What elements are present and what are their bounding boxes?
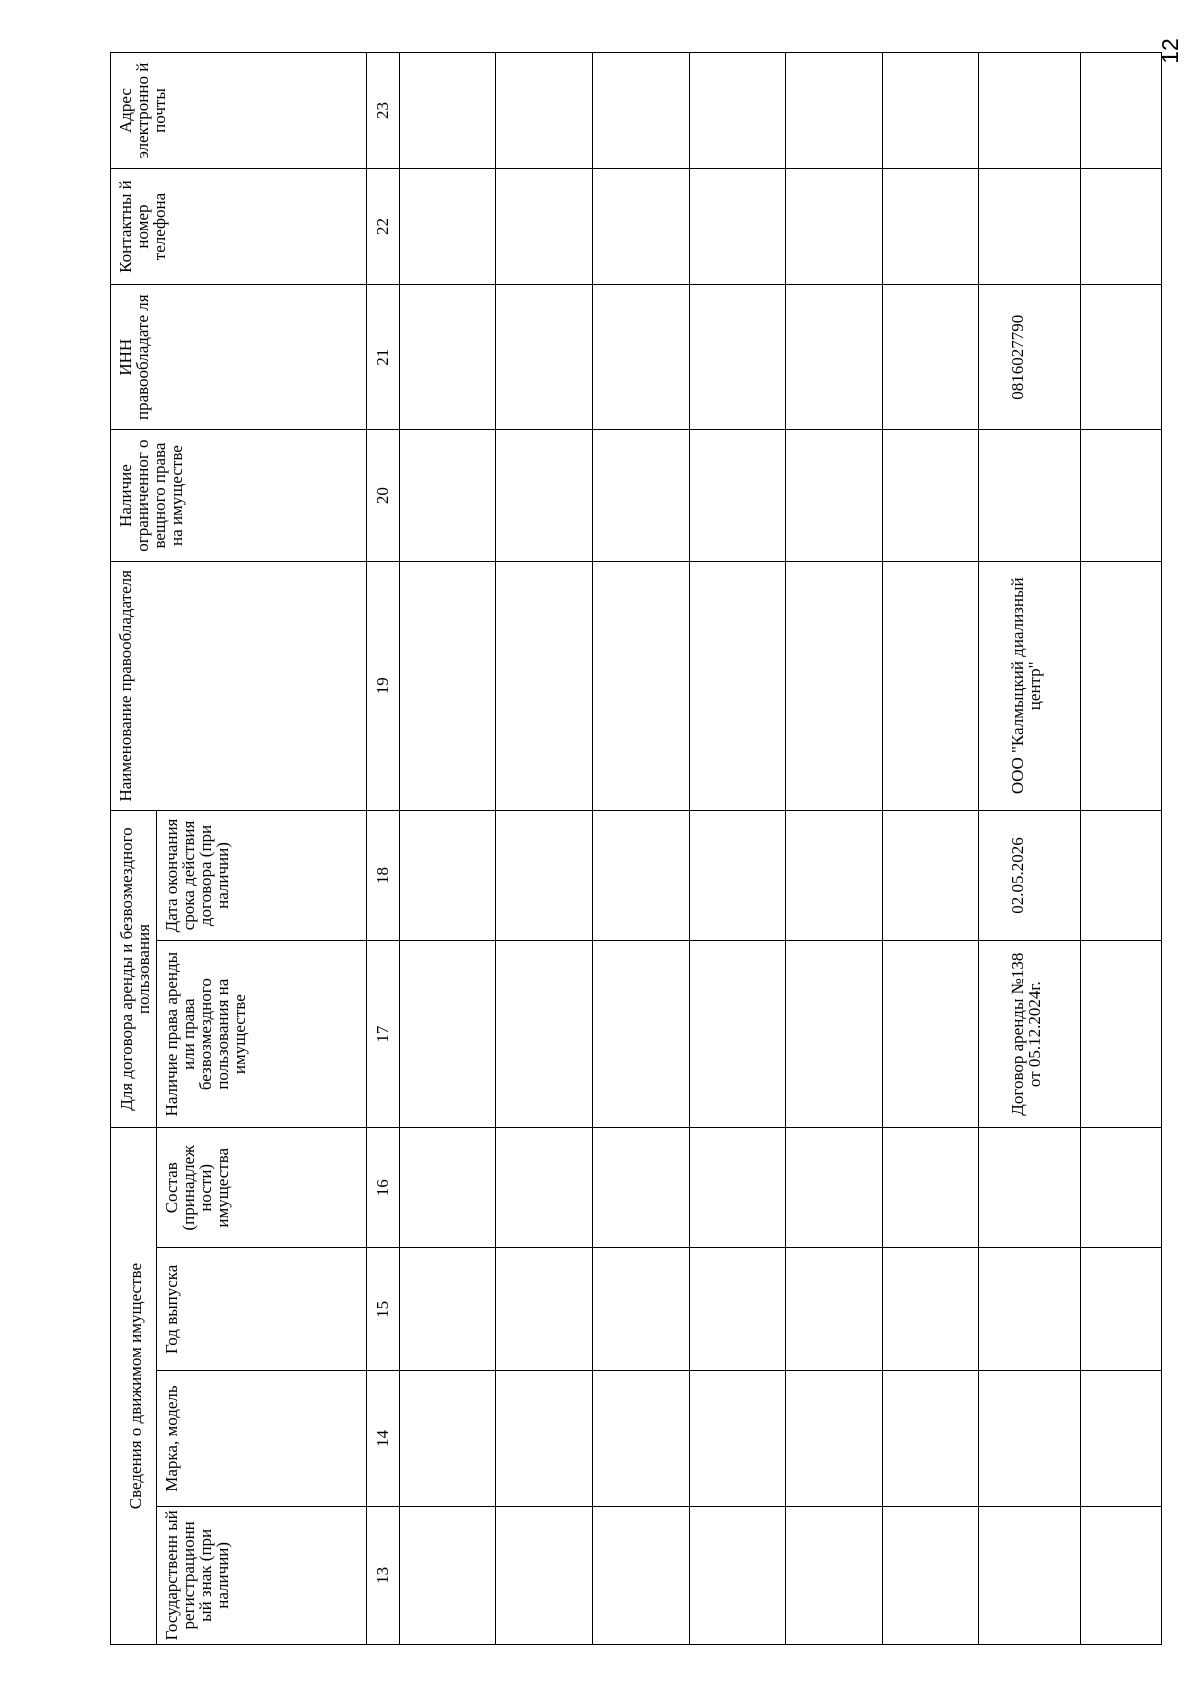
table-cell-col-21 [786,285,883,430]
table-cell-col-22 [399,169,496,285]
table-cell-col-14 [882,1371,979,1506]
table-cell-col-18 [1081,810,1162,940]
column-number-22: 22 [366,169,399,285]
table-row [496,53,593,1645]
header-col-18: Дата окончания срока действия договора (при наличии) [156,810,366,940]
table-cell-col-20 [979,430,1081,561]
table-cell-col-16 [689,1128,786,1248]
table-cell-col-19 [1081,561,1162,810]
table-cell-col-16 [882,1128,979,1248]
table-cell-col-13 [399,1506,496,1644]
table-cell-col-15 [399,1248,496,1371]
register-table-frame [110,52,1162,1645]
table-cell-col-21 [882,285,979,430]
table-cell-col-19 [496,561,593,810]
table-row [592,53,689,1645]
table-cell-col-20 [399,430,496,561]
column-number-15: 15 [366,1248,399,1371]
table-cell-col-20 [882,430,979,561]
column-number-17: 17 [366,941,399,1128]
table-cell-col-17 [1081,941,1162,1128]
header-col-23: Адрес электронно й почты [111,53,367,169]
table-cell-col-13 [592,1506,689,1644]
table-cell-col-15 [882,1248,979,1371]
table-cell-col-13 [882,1506,979,1644]
group-header-lease-contract: Для договора аренды и безвозмездного пользования [111,810,157,1127]
table-cell-col-17: Договор аренды №138 от 05.12.2024г. [979,941,1081,1128]
table-cell-col-23 [1081,53,1162,169]
table-cell-col-20 [1081,430,1162,561]
table-row [1081,53,1162,1645]
table-cell-col-22 [592,169,689,285]
table-cell-col-19 [882,561,979,810]
table-cell-col-16 [592,1128,689,1248]
table-cell-col-19 [689,561,786,810]
table-cell-col-16 [1081,1128,1162,1248]
table-row [689,53,786,1645]
table-cell-col-18 [592,810,689,940]
table-cell-col-15 [592,1248,689,1371]
table-cell-col-23 [399,53,496,169]
column-number-14: 14 [366,1371,399,1506]
table-cell-col-18 [496,810,593,940]
table-cell-col-19 [786,561,883,810]
table-cell-col-20 [689,430,786,561]
column-number-16: 16 [366,1128,399,1248]
header-col-19: Наименование правообладателя [111,561,367,810]
table-cell-col-21 [496,285,593,430]
table-cell-col-17 [689,941,786,1128]
table-cell-col-18 [882,810,979,940]
table-cell-col-21 [592,285,689,430]
table-row [399,53,496,1645]
table-cell-col-15 [496,1248,593,1371]
table-cell-col-23 [496,53,593,169]
table-row [786,53,883,1645]
table-cell-col-21 [1081,285,1162,430]
column-number-19: 19 [366,561,399,810]
table-cell-col-13 [496,1506,593,1644]
header-col-17: Наличие права аренды или права безвозмездного пользования на имуществе [156,941,366,1128]
table-cell-col-16 [496,1128,593,1248]
table-cell-col-16 [399,1128,496,1248]
table-cell-col-17 [882,941,979,1128]
table-cell-col-15 [689,1248,786,1371]
table-cell-col-17 [786,941,883,1128]
table-cell-col-21 [689,285,786,430]
table-cell-col-13 [786,1506,883,1644]
table-cell-col-23 [592,53,689,169]
table-cell-col-21 [399,285,496,430]
table-cell-col-18: 02.05.2026 [979,810,1081,940]
table-row [882,53,979,1645]
table-cell-col-23 [979,53,1081,169]
table-cell-col-19 [399,561,496,810]
table-cell-col-19 [592,561,689,810]
table-cell-col-14 [399,1371,496,1506]
table-cell-col-23 [786,53,883,169]
column-number-18: 18 [366,810,399,940]
table-cell-col-14 [592,1371,689,1506]
table-cell-col-14 [1081,1371,1162,1506]
table-cell-col-17 [399,941,496,1128]
header-col-14: Марка, модель [156,1371,366,1506]
header-col-15: Год выпуска [156,1248,366,1371]
table-cell-col-14 [496,1371,593,1506]
column-number-21: 21 [366,285,399,430]
table-cell-col-23 [689,53,786,169]
table-cell-col-18 [786,810,883,940]
table-cell-col-18 [399,810,496,940]
table-cell-col-16 [786,1128,883,1248]
table-cell-col-14 [786,1371,883,1506]
table-cell-col-18 [689,810,786,940]
table-cell-col-22 [786,169,883,285]
table-cell-col-20 [592,430,689,561]
movable-property-register-table [110,52,1162,1645]
table-cell-col-20 [786,430,883,561]
table-cell-col-16 [979,1128,1081,1248]
table-cell-col-15 [1081,1248,1162,1371]
table-cell-col-14 [979,1371,1081,1506]
table-row [979,53,1081,1645]
table-cell-col-13 [689,1506,786,1644]
table-cell-col-14 [689,1371,786,1506]
table-cell-col-17 [592,941,689,1128]
table-cell-col-19: ООО "Калмыцкий диализный центр" [979,561,1081,810]
column-number-13: 13 [366,1506,399,1644]
header-col-13: Государственн ый регистрационн ый знак (при наличии) [156,1506,366,1644]
page-number: 12 [1156,38,1183,64]
column-number-20: 20 [366,430,399,561]
table-cell-col-15 [979,1248,1081,1371]
column-number-23: 23 [366,53,399,169]
table-cell-col-13 [1081,1506,1162,1644]
header-col-16: Состав (принадлеж ности) имущества [156,1128,366,1248]
table-cell-col-22 [689,169,786,285]
table-cell-col-15 [786,1248,883,1371]
table-cell-col-22 [1081,169,1162,285]
table-cell-col-13 [979,1506,1081,1644]
table-cell-col-22 [979,169,1081,285]
header-col-20: Наличие ограниченног о вещного права на имуществе [111,430,367,561]
table-cell-col-22 [882,169,979,285]
table-cell-col-21: 0816027790 [979,285,1081,430]
table-cell-col-23 [882,53,979,169]
table-cell-col-20 [496,430,593,561]
header-col-22: Контактны й номер телефона [111,169,367,285]
table-cell-col-22 [496,169,593,285]
header-col-21: ИНН правообладате ля [111,285,367,430]
group-header-movable-property: Сведения о движимом имуществе [111,1128,157,1645]
table-cell-col-17 [496,941,593,1128]
